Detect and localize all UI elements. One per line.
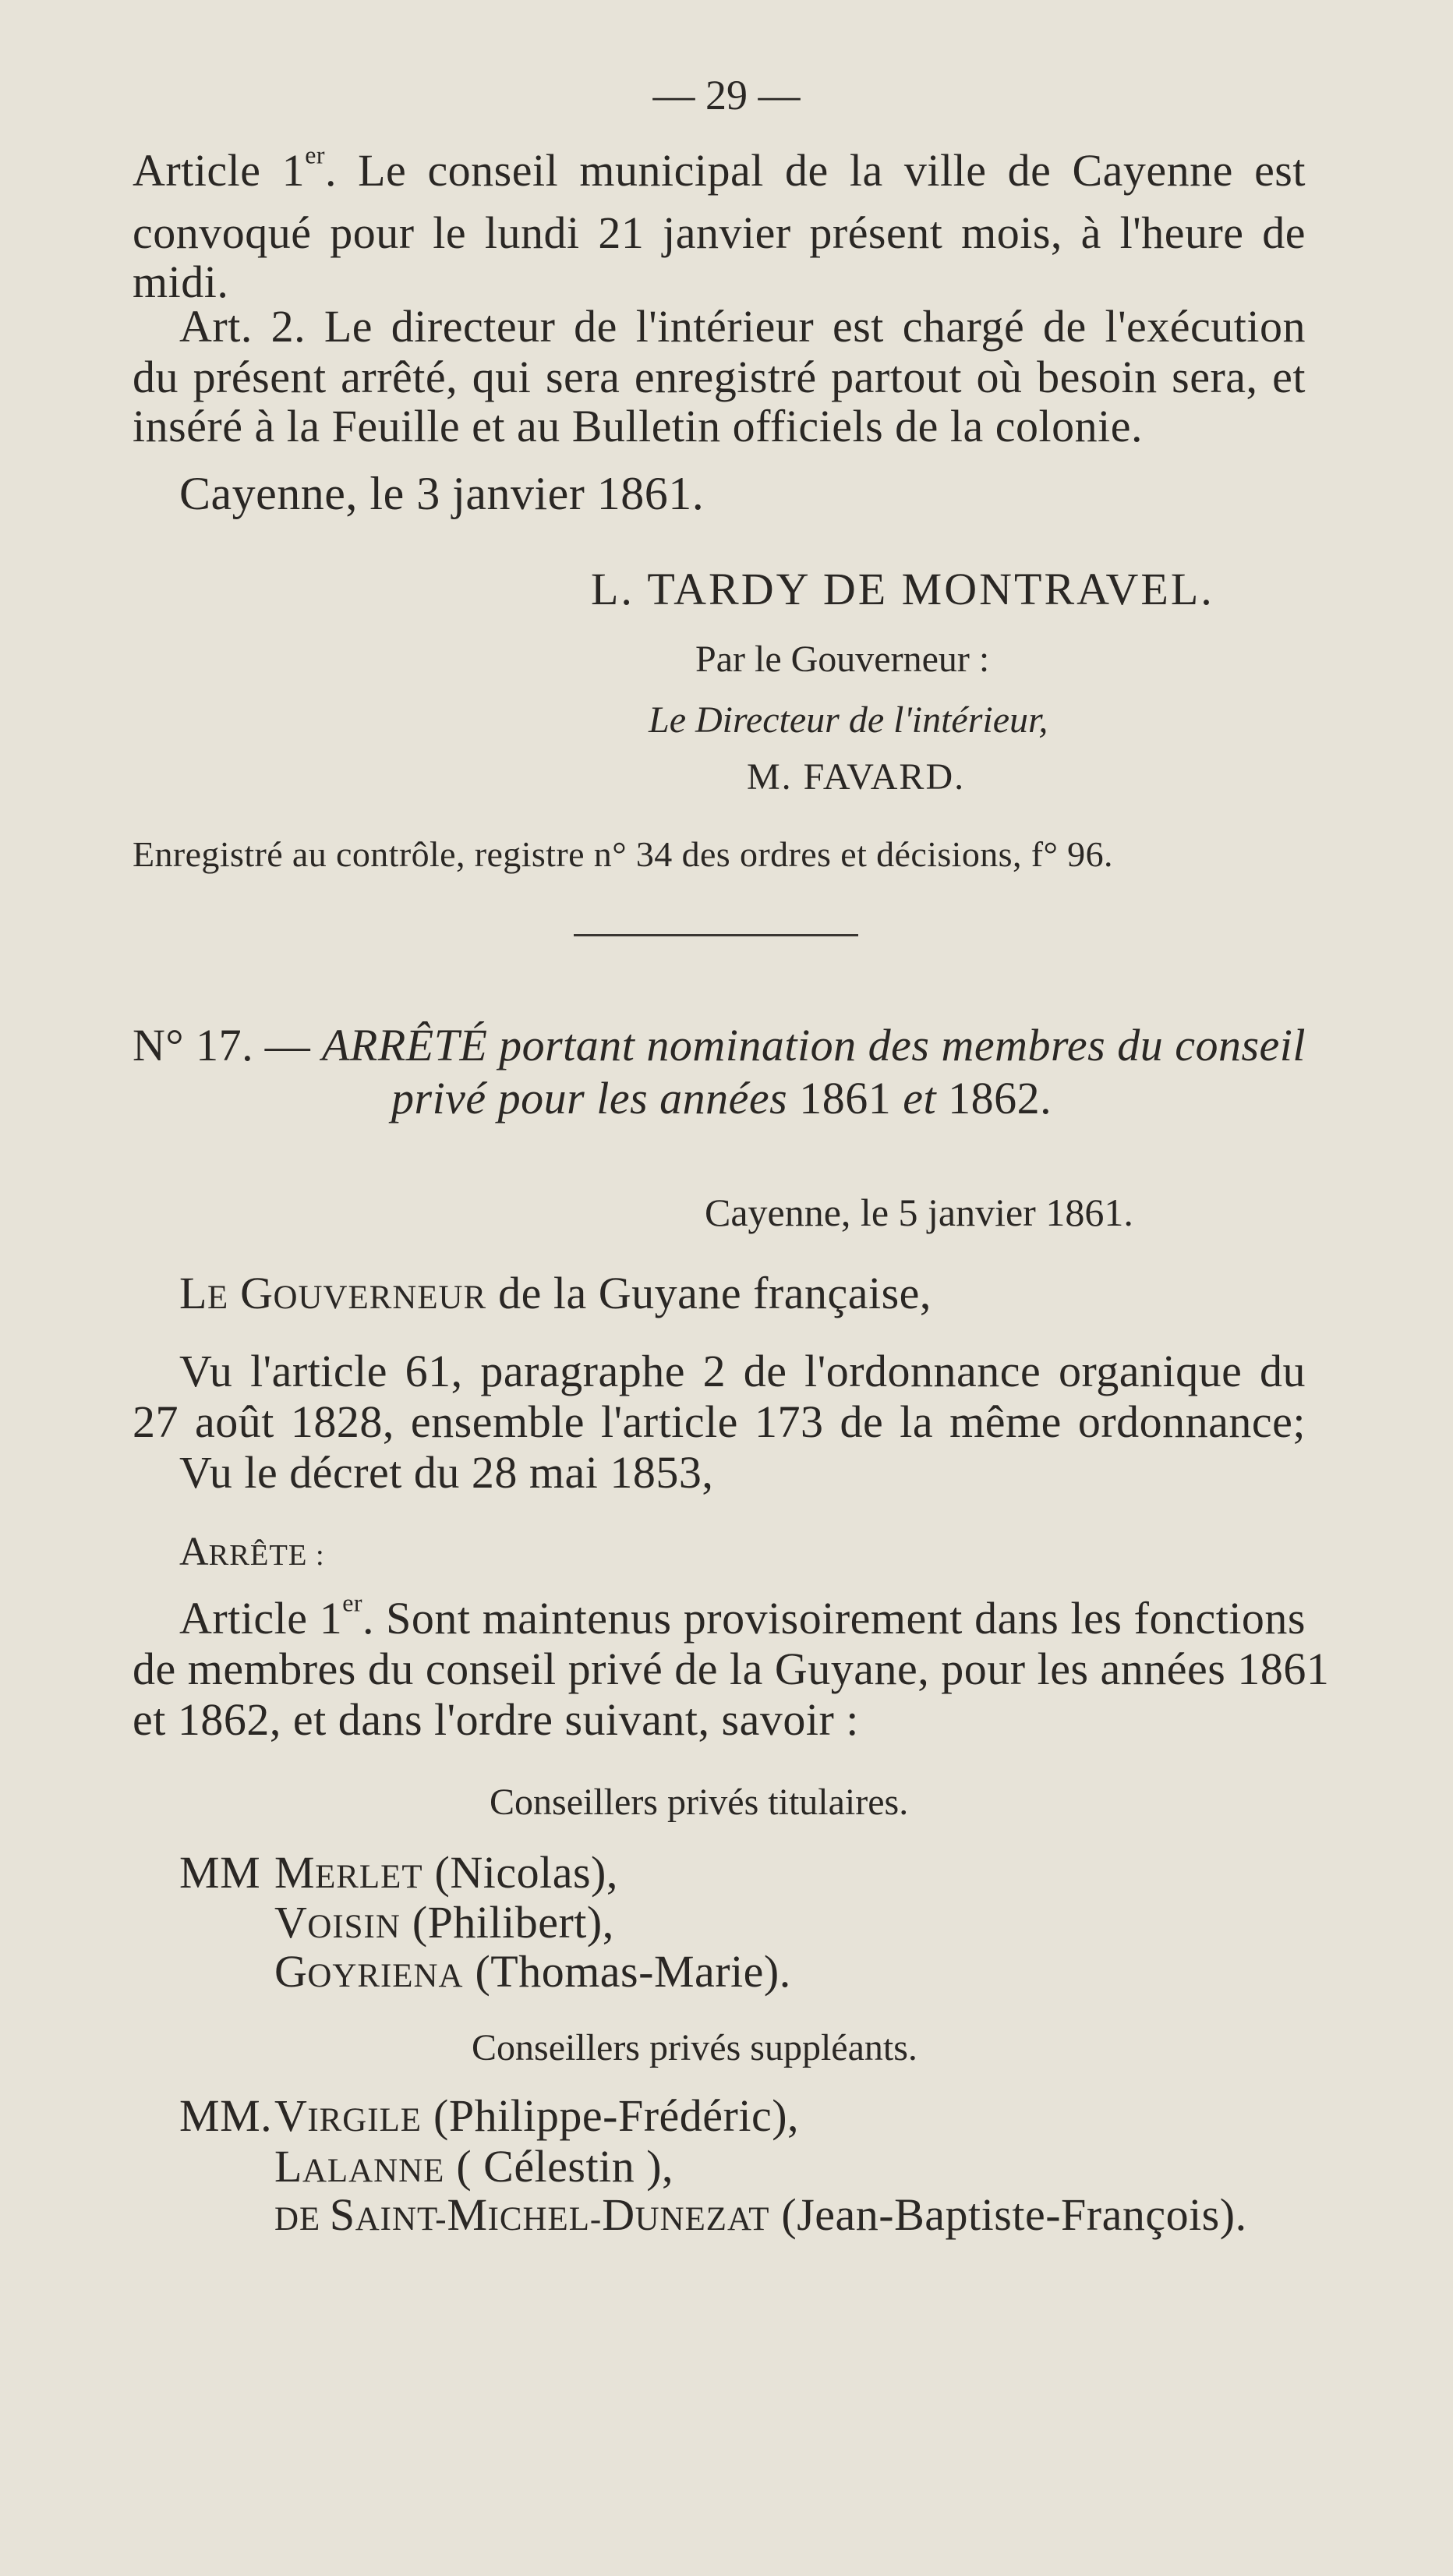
suppleants-prefix: MM.	[179, 2090, 273, 2141]
section-divider	[574, 934, 858, 936]
visa-decret: Vu le décret du 28 mai 1853,	[179, 1447, 714, 1498]
arrete-heading: ARRÊTE :	[179, 1530, 325, 1574]
prev-article-2-line-2: du présent arrêté, qui sera enregistré partout où besoin sera, et	[133, 352, 1306, 402]
prev-article-1-line-3: midi.	[133, 257, 229, 307]
prev-article-1-line-1: Article 1er. Le conseil municipal de la ville de Cayenne est	[133, 141, 1306, 196]
director-name: M. FAVARD.	[747, 756, 966, 798]
member-row: VIRGILE (Philippe-Frédéric),	[274, 2090, 800, 2141]
prev-article-2-line-1: Art. 2. Le directeur de l'intérieur est chargé de l'exécution	[179, 301, 1306, 352]
governor-intro: LE GOUVERNEUR de la Guyane française,	[179, 1268, 932, 1318]
decree-title-keyword: ARRÊTÉ	[322, 1020, 488, 1070]
visa-ordonnance-line-1: Vu l'article 61, paragraphe 2 de l'ordonnance organique du	[179, 1346, 1306, 1396]
decree-number: N° 17.	[133, 1020, 254, 1070]
member-row: VOISIN (Philibert),	[274, 1897, 614, 1948]
suppleants-heading: Conseillers privés suppléants.	[472, 2027, 917, 2068]
decree-title-rest: portant nomination des membres du conseil	[499, 1020, 1306, 1070]
titulaires-prefix: MM	[179, 1847, 261, 1898]
date-line-1: Cayenne, le 3 janvier 1861.	[179, 468, 705, 519]
director-title: Le Directeur de l'intérieur,	[649, 699, 1048, 741]
decree-heading-line-1	[133, 1020, 1306, 1070]
page-number: — 29 —	[652, 72, 801, 119]
prev-article-2-line-3: inséré à la Feuille et au Bulletin officiels de la colonie.	[133, 401, 1143, 451]
decree-dash: —	[264, 1020, 311, 1070]
registration-note: Enregistré au contrôle, registre n° 34 des ordres et décisions, f° 96.	[133, 834, 1113, 874]
member-row: MERLET (Nicolas),	[274, 1847, 618, 1898]
governor-signature: L. TARDY DE MONTRAVEL.	[591, 564, 1214, 614]
date-line-2: Cayenne, le 5 janvier 1861.	[705, 1191, 1133, 1234]
article-1-line-3: et 1862, et dans l'ordre suivant, savoir :	[133, 1694, 859, 1745]
member-row: LALANNE ( Célestin ),	[274, 2141, 674, 2192]
member-row: DE SAINT-MICHEL-DUNEZAT (Jean-Baptiste-François).	[274, 2189, 1247, 2240]
decree-heading-line-2: privé pour les années 1861 et 1862.	[391, 1073, 1052, 1123]
prev-article-1-line-2: convoqué pour le lundi 21 janvier présent mois, à l'heure de	[133, 207, 1306, 258]
article-1-line-2: de membres du conseil privé de la Guyane, pour les années 1861	[133, 1644, 1330, 1694]
member-row: GOYRIENA (Thomas-Marie).	[274, 1946, 791, 1997]
article-1-line-1: Article 1er. Sont maintenus provisoirement dans les fonctions	[179, 1589, 1306, 1644]
visa-ordonnance-line-2: 27 août 1828, ensemble l'article 173 de la même ordonnance;	[133, 1396, 1306, 1447]
titulaires-heading: Conseillers privés titulaires.	[490, 1782, 909, 1823]
par-le-gouverneur: Par le Gouverneur :	[695, 639, 990, 680]
